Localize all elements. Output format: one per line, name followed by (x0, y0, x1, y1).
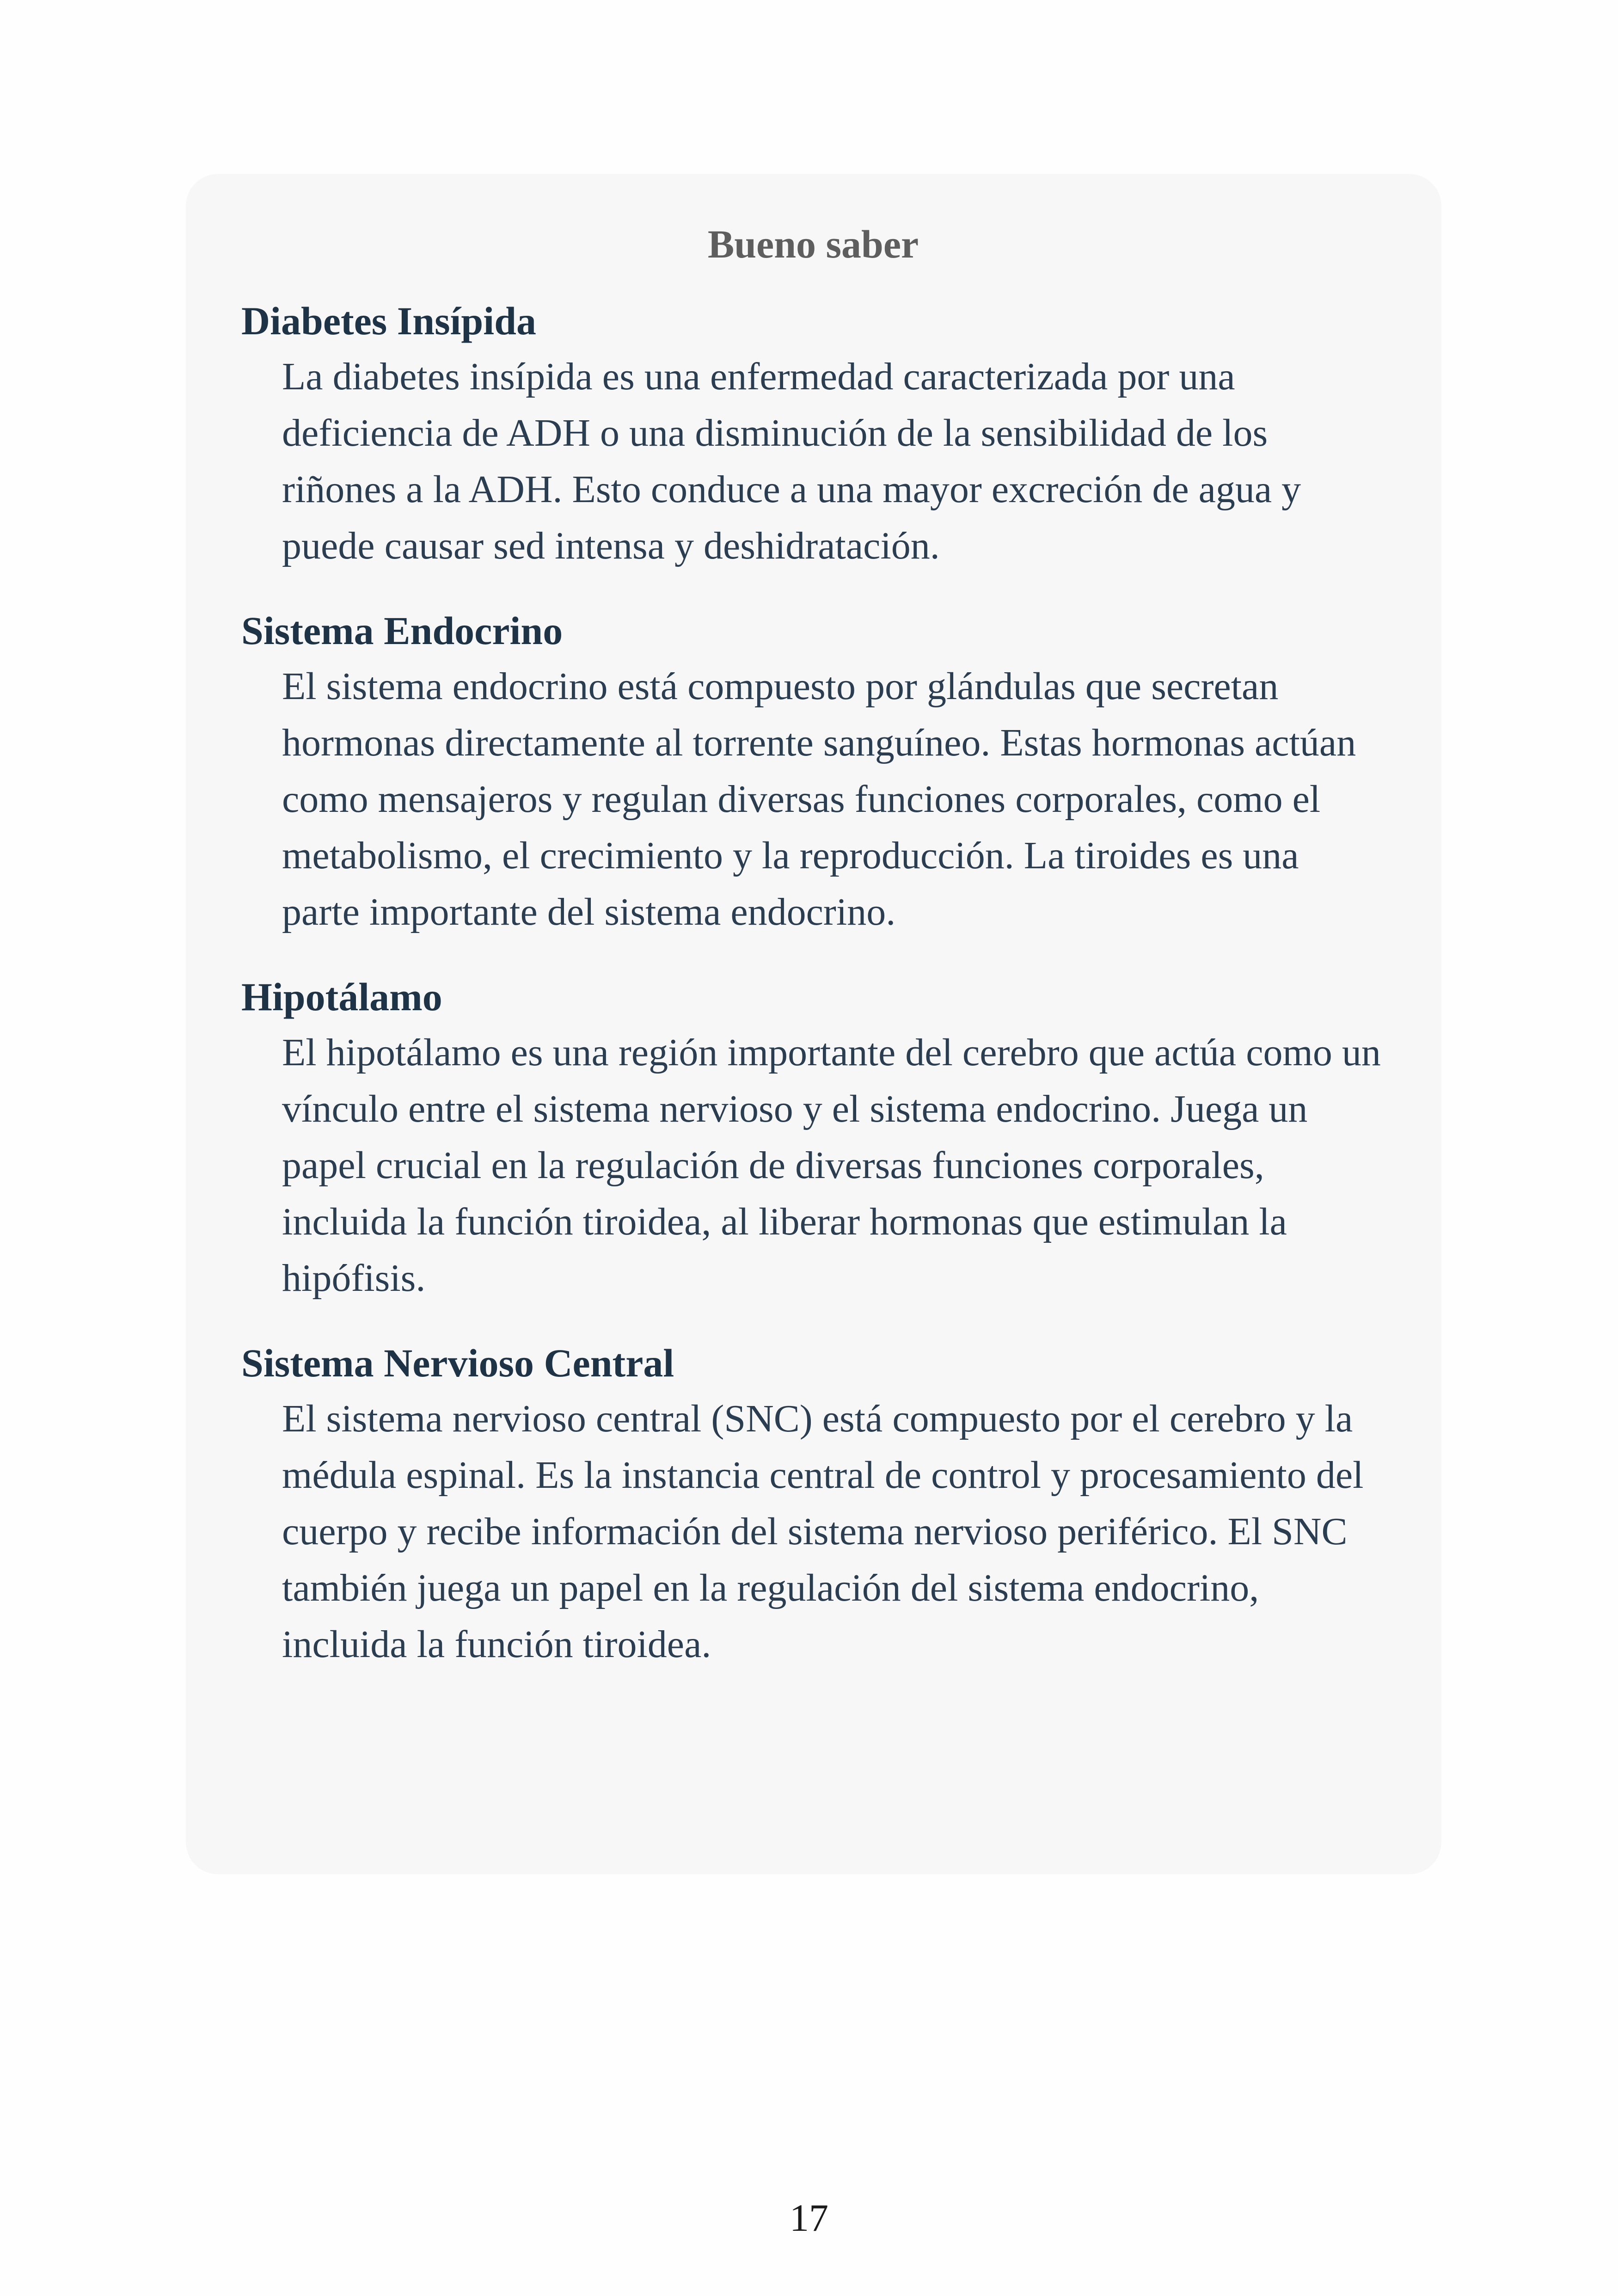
glossary-definition: La diabetes insípida es una enfermedad caracterizada por una deficiencia de ADH o una disminución de la sensibilidad de los riñones a la ADH. Esto conduce a una mayor excreción de agua y puede causar sed intensa y deshidratación. (282, 355, 1301, 567)
good-to-know-box (186, 174, 1441, 1874)
glossary-definition: El sistema nervioso central (SNC) está compuesto por el cerebro y la médula espinal. Es la instancia central de control y procesamiento del cuerpo y recibe información del sistema nervioso periférico. El SNC también juega un papel en la regulación del sistema endocrino, incluida la función tiroidea. (282, 1397, 1364, 1666)
box-title: Bueno saber (707, 222, 919, 266)
glossary-term: Sistema Endocrino (241, 608, 563, 653)
glossary-term: Diabetes Insípida (241, 299, 536, 343)
glossary-entry-sistema-nervioso-central (241, 1340, 1385, 1673)
glossary-entry-diabetes-insipida (241, 298, 1385, 574)
glossary-entry-hipotalamo (241, 974, 1385, 1307)
glossary-definition: El hipotálamo es una región importante del cerebro que actúa como un vínculo entre el sistema nervioso y el sistema endocrino. Juega un papel crucial en la regulación de diversas funciones corporales, incluida la función tiroidea, al liberar hormonas que estimulan la hipófisis. (282, 1031, 1381, 1300)
glossary-term: Sistema Nervioso Central (241, 1341, 674, 1385)
glossary-term: Hipotálamo (241, 975, 442, 1019)
page-number: 17 (790, 2197, 828, 2240)
glossary-entry-sistema-endocrino (241, 608, 1385, 940)
glossary-definition: El sistema endocrino está compuesto por glándulas que secretan hormonas directamente al torrente sanguíneo. Estas hormonas actúan como mensajeros y regulan diversas funciones corporales, como el metabolismo, el crecimiento y la reproducción. La tiroides es una parte importante del sistema endocrino. (282, 665, 1356, 933)
